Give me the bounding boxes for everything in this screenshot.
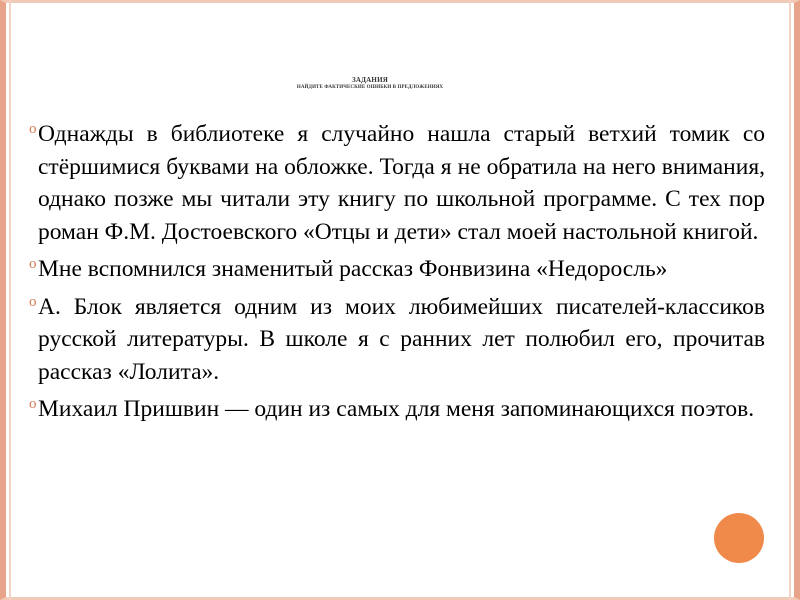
- slide-border-inner-left: [9, 0, 11, 600]
- task-paragraph-2-text: Мне вспомнился знаменитый рассказ Фонвизина «Недоросль»: [38, 256, 668, 282]
- bullet-icon: o: [29, 121, 37, 137]
- bullet-icon: o: [29, 293, 37, 310]
- slide-border-inner-right: [789, 0, 791, 600]
- task-paragraph-1-text: Однажды в библиотеке я случайно нашла старый ветхий томик со стёршимися буквами на обложке. Тогда я не обратила на него внимания, однако позже мы читали эту книгу по школьной программе. С тех пор роман Ф.М. Достоевского «Отцы и дети» стал моей настольной книгой.: [38, 121, 765, 245]
- bullet-icon: o: [29, 396, 37, 412]
- task-paragraph-4-text: Михаил Пришвин — один из самых для меня запоминающихся поэтов.: [38, 396, 755, 422]
- task-paragraph-3: [31, 291, 765, 389]
- task-paragraph-2: [31, 253, 765, 286]
- title-line-1: ЗАДАНИЯ: [352, 76, 388, 84]
- title-line-2: НАЙДИТЕ ФАКТИЧЕСКИЕ ОШИБКИ В ПРЕДЛОЖЕНИЯХ: [296, 84, 444, 90]
- slide-title: [170, 77, 570, 90]
- task-paragraph-3-text: А. Блок является одним из моих любимейших писателей-классиков русской литературы. В школе я с ранних лет полюбил его, прочитав рассказ «Лолита».: [38, 293, 765, 385]
- decorative-circle: [714, 513, 764, 563]
- bullet-icon: o: [29, 256, 37, 272]
- task-paragraph-1: [31, 118, 765, 248]
- task-list: [31, 118, 765, 431]
- task-paragraph-4: [31, 393, 765, 426]
